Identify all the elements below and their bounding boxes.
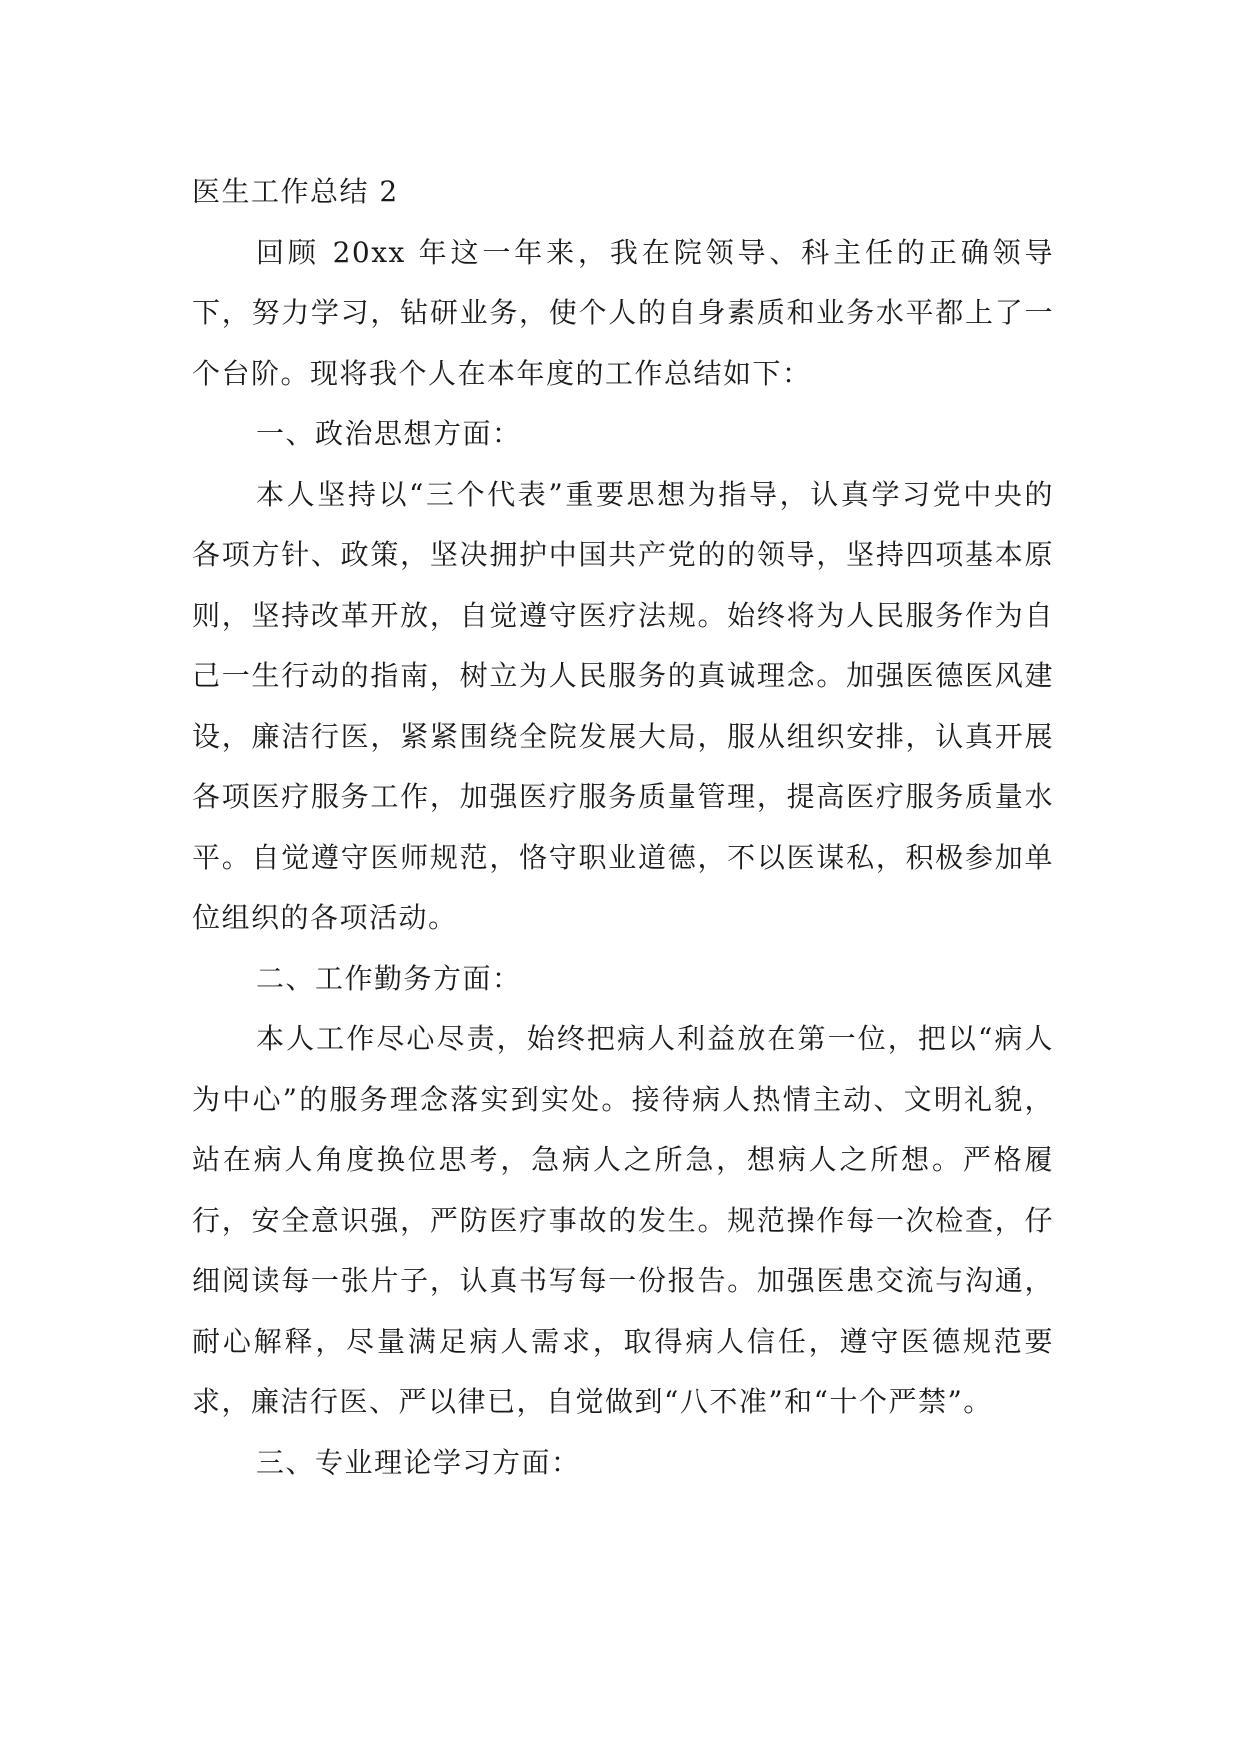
section-heading-work: 二、工作勤务方面： — [256, 961, 522, 995]
paragraph-work: 本人工作尽心尽责，始终把病人利益放在第一位，把以“病人为中心”的服务理念落实到实处。接待病人热情主动、文明礼貌，站在病人角度换位思考，急病人之所急，想病人之所想。严格履行，安全意识强，严防医疗事故的发生。规范操作每一次检查，仔细阅读每一张片子，认真书写每一份报告。加强医患交流与沟通，耐心解释，尽量满足病人需求，取得病人信任，遵守医德规范要求，廉洁行医、严以律已，自觉做到“八不准”和“十个严禁”。 — [192, 1022, 1054, 1418]
section-heading-political: 一、政治思想方面： — [256, 417, 522, 450]
document-title: 医生工作总结 2 — [192, 175, 399, 208]
section-heading-study: 三、专业理论学习方面： — [256, 1445, 581, 1479]
document-body — [192, 162, 1054, 1493]
paragraph-intro: 回顾 20xx 年这一年来，我在院领导、科主任的正确领导下，努力学习，钻研业务，使个人的自身素质和业务水平都上了一个台阶。现将我个人在本年度的工作总结如下： — [192, 235, 1054, 390]
paragraph-political: 本人坚持以“三个代表”重要思想为指导，认真学习党中央的各项方针、政策，坚决拥护中国共产党的的领导，坚持四项基本原则，坚持改革开放，自觉遵守医疗法规。始终将为人民服务作为自己一生行动的指南，树立为人民服务的真诚理念。加强医德医风建设，廉洁行医，紧紧围绕全院发展大局，服从组织安排，认真开展各项医疗服务工作，加强医疗服务质量管理，提高医疗服务质量水平。自觉遵守医师规范，恪守职业道德，不以医谋私，积极参加单位组织的各项活动。 — [192, 477, 1054, 934]
